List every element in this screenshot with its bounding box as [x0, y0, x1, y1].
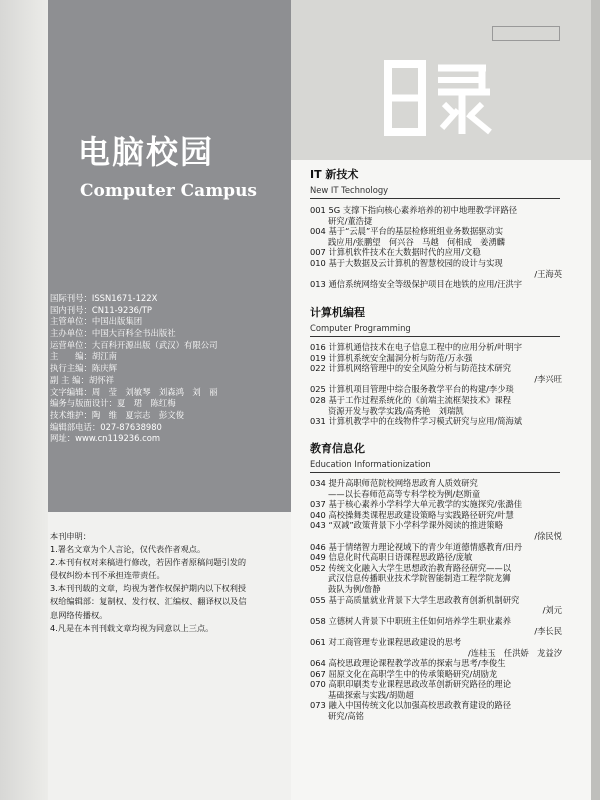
- info-row: 网址：www.cn119236.com: [50, 433, 160, 444]
- toc-entry[interactable]: 049 信息化时代高职日语课程思政路径/庞敏: [310, 552, 473, 563]
- info-row: 国内刊号：CN11-9236/TP: [50, 304, 152, 315]
- toc-entry-cont[interactable]: 鼓队为例/詹静: [328, 583, 381, 594]
- notice-line: 2.本刊有权对来稿进行修改，若因作者原稿问题引发的: [50, 557, 247, 568]
- binding-shadow: [0, 0, 48, 800]
- toc-entry[interactable]: 046 基于情绪智力理论视域下的青少年道德情感教育/田丹: [310, 541, 523, 552]
- toc-entry-cont[interactable]: /王海英: [534, 268, 562, 279]
- toc-list: [310, 342, 570, 427]
- toc-entry-cont[interactable]: /连桂玉 任洪娇 龙益汐: [467, 647, 562, 658]
- toc-entry[interactable]: 028 基于工作过程系统化的《前端主流框架技术》课程: [310, 394, 512, 405]
- toc-entry[interactable]: 064 高校思政理论课程教学改革的探索与思考/李俊生: [310, 658, 506, 669]
- section-education: [310, 440, 431, 469]
- copyright-notice: [50, 530, 286, 635]
- info-row: 执行主编：陈庆辉: [50, 363, 117, 374]
- info-row: 文字编辑：周 莹 刘敏琴 刘森鸿 刘 丽: [50, 386, 218, 397]
- section-divider: [310, 198, 560, 199]
- page-edge: [591, 0, 600, 800]
- toc-entry[interactable]: 037 基于核心素养小学科学大单元教学的实施探究/张潞佳: [310, 499, 523, 510]
- toc-entry-cont[interactable]: 资源开发与教学实践/高秀艳 刘瑞凯: [328, 405, 464, 416]
- info-row: 国际刊号：ISSN1671-122X: [50, 293, 158, 303]
- notice-line: 3.本刊刊载的文章，均视为著作权保护期内以下权利授: [50, 583, 247, 594]
- notice-line: 本刊申明：: [50, 531, 91, 541]
- info-row: 主 编：胡江南: [50, 351, 117, 362]
- toc-entry[interactable]: 025 计算机项目管理中综合服务教学平台的构建/李少琰: [310, 384, 514, 395]
- toc-entry[interactable]: 010 基于大数据及云计算机的智慧校园的设计与实现: [310, 257, 503, 268]
- toc-entry[interactable]: 013 通信系统网络安全等级保护项目在地铁的应用/汪洪宇: [310, 279, 523, 290]
- toc-entry[interactable]: 031 计算机教学中的在线物件学习模式研究与应用/简海斌: [310, 416, 523, 427]
- section-subtitle: Education Informationization: [310, 459, 431, 469]
- toc-entry[interactable]: 058 立德树人背景下中职班主任如何培养学生职业素养: [310, 615, 512, 626]
- info-row: 编务与版面设计：夏 珺 陈红梅: [50, 398, 176, 409]
- toc-entry-cont[interactable]: 践应用/张鹏望 何兴谷 马越 何相成 姜湧麟: [328, 236, 506, 247]
- toc-entry-cont[interactable]: /刘元: [542, 605, 562, 616]
- toc-entry[interactable]: 004 基于“云晨”平台的基层检修班组业务数据驱动实: [310, 226, 504, 237]
- notice-line: 息网络传播权。: [50, 609, 108, 620]
- section-title: 教育信息化: [310, 442, 365, 455]
- info-row: 技术维护：陶 维 夏宗志 彭文俊: [50, 409, 184, 420]
- section-subtitle: Computer Programming: [310, 323, 411, 333]
- toc-entry[interactable]: 001 5G 支撑下指向核心素养培养的初中地理教学评路径: [310, 205, 518, 215]
- toc-entry-cont[interactable]: 武汉信息传播职业技术学院智能制造工程学院龙狮: [328, 573, 511, 584]
- toc-entry[interactable]: 019 计算机系统安全漏洞分析与防范/万永强: [310, 352, 473, 363]
- section-programming: [310, 304, 411, 333]
- journal-title-cn: 电脑校园: [78, 133, 215, 171]
- toc-entry[interactable]: 040 高校操舞类课程思政建设策略与实践路径研究/叶慧: [310, 509, 514, 520]
- toc-entry-cont[interactable]: 研究/董浩捷: [328, 215, 373, 226]
- toc-list: [310, 478, 570, 722]
- toc-entry[interactable]: 022 计算机网络管理中的安全风险分析与防范技术研究: [310, 363, 512, 374]
- section-subtitle: New IT Technology: [310, 185, 389, 195]
- info-row: 主办单位：中国大百科全书出版社: [50, 328, 176, 339]
- section-title: IT 新技术: [310, 168, 359, 181]
- info-row: 主管单位：中国出版集团: [50, 316, 143, 327]
- publication-info: [50, 293, 286, 445]
- section-new-it: [310, 166, 388, 195]
- toc-entry-cont[interactable]: /李兴旺: [534, 373, 562, 384]
- section-divider: [310, 336, 560, 337]
- notice-line: 4.凡是在本刊刊载文章均视为同意以上三点。: [50, 622, 214, 633]
- journal-title-en: Computer Campus: [80, 181, 257, 201]
- notice-line: 权给编辑部：复制权、发行权、汇编权、翻译权以及信: [50, 596, 247, 607]
- info-row: 副 主 编：胡怀祥: [50, 374, 114, 385]
- toc-entry[interactable]: 067 屈原文化在高职学生中的传承策略研究/胡励龙: [310, 668, 498, 679]
- toc-list: [310, 205, 570, 290]
- toc-entry-cont[interactable]: /李长民: [534, 626, 562, 637]
- corner-tag: [492, 26, 560, 41]
- toc-entry[interactable]: 007 计算机软件技术在大数据时代的应用/文稳: [310, 247, 481, 258]
- contents-logo: [382, 58, 502, 140]
- toc-entry[interactable]: 061 对工商管理专业课程思政建设的思考: [310, 636, 462, 647]
- toc-entry-cont[interactable]: ——以长春师范高等专科学校为例/赵斯童: [328, 488, 481, 499]
- toc-entry[interactable]: 070 高职印刷类专业课程思政改革创新研究路径的理论: [310, 679, 512, 690]
- notice-line: 1.署名文章为个人言论，仅代表作者观点。: [50, 544, 206, 555]
- info-row: 运营单位：大百科开源出版（武汉）有限公司: [50, 339, 218, 350]
- toc-entry-cont[interactable]: 研究/高铭: [328, 711, 364, 722]
- toc-entry[interactable]: 043 “双减”政策背景下小学科学课外阅读的推进策略: [310, 520, 504, 531]
- toc-entry-cont[interactable]: /徐民悦: [534, 530, 562, 541]
- toc-entry[interactable]: 052 传统文化融入大学生思想政治教育路径研究——以: [310, 562, 512, 573]
- toc-entry[interactable]: 034 提升高职师范院校网络思政育人质效研究: [310, 478, 478, 488]
- section-title: 计算机编程: [310, 306, 365, 319]
- section-divider: [310, 472, 560, 473]
- notice-line: 侵权纠纷本刊不承担连带责任。: [50, 570, 165, 581]
- toc-entry[interactable]: 016 计算机通信技术在电子信息工程中的应用分析/叶明宇: [310, 342, 523, 352]
- toc-entry-cont[interactable]: 基础探索与实践/胡勋超: [328, 689, 414, 700]
- info-row: 编辑部电话：027-87638980: [50, 421, 162, 432]
- toc-entry[interactable]: 055 基于高质量就业背景下大学生思政教育创新机制研究: [310, 594, 520, 605]
- toc-entry[interactable]: 073 融入中国传统文化以加强高校思政教育建设的路径: [310, 700, 512, 711]
